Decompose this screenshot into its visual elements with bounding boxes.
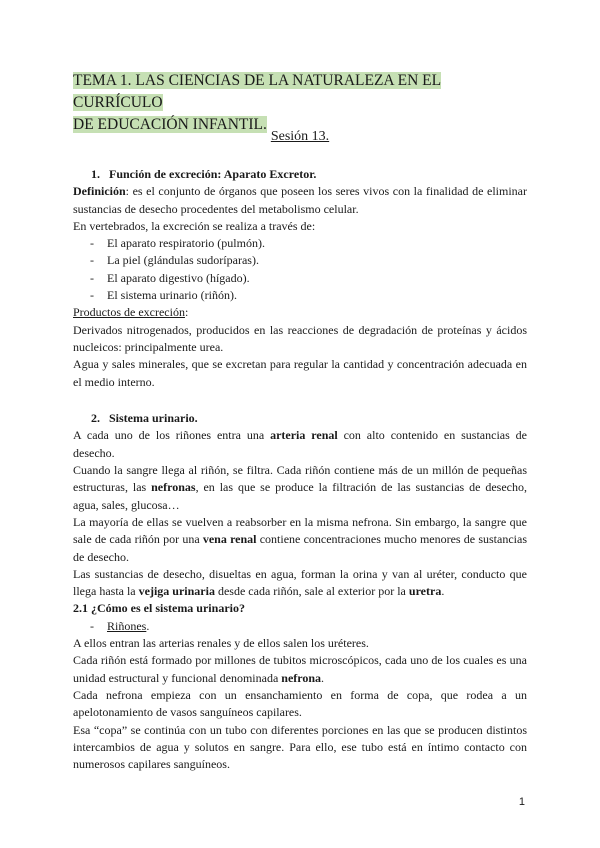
text-run: con alto contenido en sustancias de desecho.	[73, 428, 527, 460]
definition-label: Definición	[73, 184, 126, 199]
session-label: Sesión 13.	[270, 129, 330, 144]
term-arteria-renal: arteria renal	[270, 428, 338, 443]
text-run: .	[441, 584, 445, 599]
text-run: Cuando la sangre llega al riñón, se filtra. Cada riñón contiene más de un millón de pequeñas estructuras, las	[73, 463, 527, 495]
products-colon: :	[184, 305, 189, 320]
section-1-number: 1.	[91, 167, 100, 181]
term-vejiga-urinaria: vejiga urinaria	[138, 584, 215, 599]
section-2-title: Sistema urinario.	[109, 411, 198, 426]
list-item	[73, 618, 527, 635]
urinary-paragraph-4	[73, 566, 527, 601]
text-run: La mayoría de ellas se vuelven a reabsorber en la misma nefrona. Sin embargo, la sangre que sale de cada riñón por una	[73, 514, 527, 547]
section-1-heading	[91, 166, 527, 183]
title-line-1: TEMA 1. LAS CIENCIAS DE LA NATURALEZA EN EL CURRÍCULO	[73, 72, 442, 111]
kidneys-paragraph-4: Esa “copa” se continúa con un tubo con diferentes porciones en las que se producen distintos intercambios de agua y solutos en sangre. Para ello, ese tubo está en íntimo contacto con numerosos capilares sanguíneos.	[73, 722, 527, 772]
kidneys-dot: .	[146, 618, 150, 633]
kidneys-list	[73, 618, 527, 635]
session-heading	[0, 129, 600, 145]
urinary-paragraph-2	[73, 462, 527, 514]
term-uretra: uretra	[408, 584, 442, 599]
products-paragraph-2: Agua y sales minerales, que se excretan para regular la cantidad y concentración adecuada en el medio interno.	[73, 357, 527, 389]
products-label: Productos de excreción	[73, 305, 185, 320]
list-item: - El aparato respiratorio (pulmón).	[73, 235, 527, 252]
term-vena-renal: vena renal	[202, 532, 257, 547]
section-2-number: 2.	[91, 411, 100, 426]
definition-paragraph	[73, 183, 527, 218]
urinary-paragraph-1	[73, 427, 527, 462]
title-line-2: DE EDUCACIÓN INFANTIL.	[73, 116, 267, 133]
text-run: .	[321, 670, 325, 685]
text-run: , en las que se produce la filtración de las sustancias de desecho, agua, sales, glucosa…	[73, 480, 527, 512]
text-run: contiene concentraciones mucho menores de sustancias de desecho.	[73, 532, 527, 564]
document-body	[73, 166, 527, 773]
text-run: Las sustancias de desecho, disueltas en agua, forman la orina y van al uréter, conducto que llega hasta la	[73, 566, 527, 599]
kidneys-paragraph-2	[73, 652, 527, 687]
products-paragraph-1: Derivados nitrogenados, producidos en las reacciones de degradación de proteínas y ácidos nucleicos: principalmente urea.	[73, 322, 527, 354]
excretion-intro: En vertebrados, la excreción se realiza a través de:	[73, 218, 316, 233]
kidneys-paragraph-1: A ellos entran las arterias renales y de ellos salen los uréteres.	[73, 636, 369, 651]
subsection-2-1-heading: 2.1 ¿Cómo es el sistema urinario?	[73, 601, 245, 616]
term-nefrona: nefrona	[281, 670, 322, 685]
products-heading	[73, 304, 527, 321]
definition-text: : es el conjunto de órganos que poseen los seres vivos con la finalidad de eliminar sustancias de desecho procedentes del metabolismo celular.	[73, 184, 527, 216]
urinary-paragraph-3	[73, 514, 527, 566]
list-item: - El sistema urinario (riñón).	[73, 287, 527, 304]
list-item: - La piel (glándulas sudoríparas).	[73, 252, 527, 269]
kidneys-paragraph-3: Cada nefrona empieza con un ensanchamiento en forma de copa, que rodea a un apelotonamiento de vasos sanguíneos capilares.	[73, 687, 527, 720]
document-title	[73, 70, 533, 136]
text-run: Cada riñón está formado por millones de tubitos microscópicos, cada uno de los cuales es una unidad estructural y funcional denominada	[73, 653, 527, 685]
page-number: 1	[518, 796, 525, 808]
text-run: desde cada riñón, sale al exterior por la	[214, 584, 409, 599]
kidneys-label: Riñones	[107, 618, 147, 633]
section-2-heading	[91, 410, 527, 427]
section-1-title: Función de excreción: Aparato Excretor.	[109, 167, 317, 181]
excretion-organs-list	[73, 235, 527, 304]
text-run: A cada uno de los riñones entra una	[73, 428, 271, 443]
list-item: - El aparato digestivo (hígado).	[73, 270, 527, 287]
term-nefronas: nefronas	[151, 480, 196, 495]
